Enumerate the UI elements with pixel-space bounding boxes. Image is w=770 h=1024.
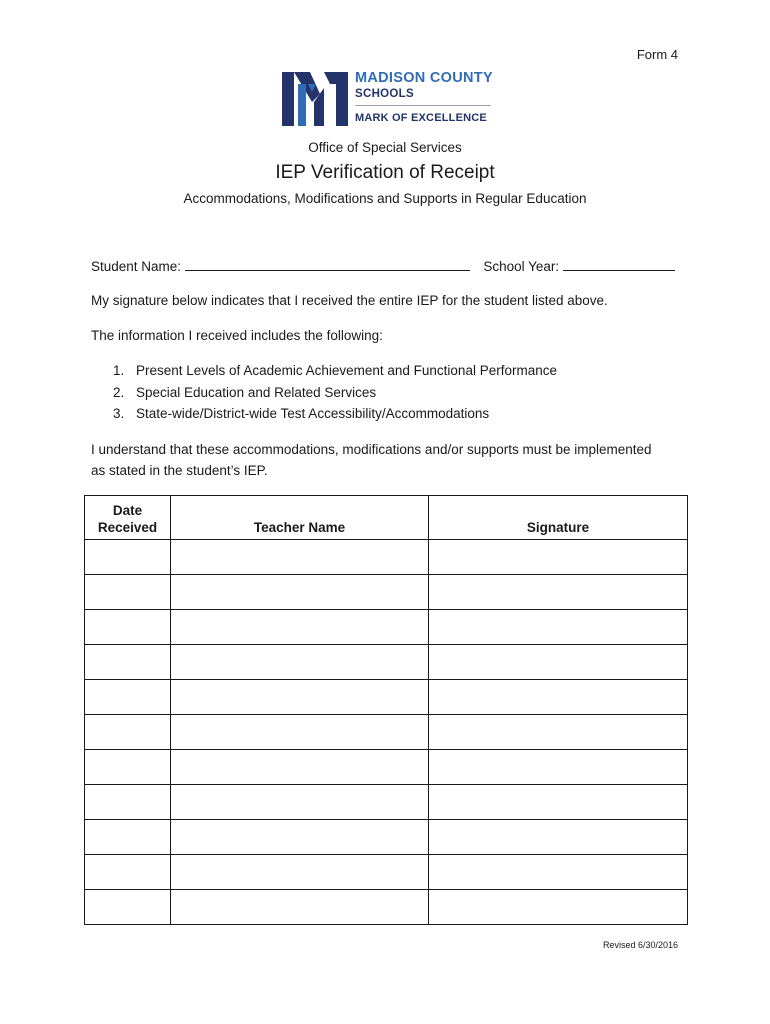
list-item: 3. State-wide/District-wide Test Accessibility/Accommodations: [113, 406, 490, 421]
signature-cell[interactable]: [429, 575, 688, 610]
form-number: Form 4: [636, 47, 678, 62]
teacher-name-cell[interactable]: [171, 820, 429, 855]
understanding-statement: I understand that these accommodations, modifications and/or supports must be implemented as stated in the student’s IEP.: [91, 442, 652, 478]
signature-cell[interactable]: [429, 785, 688, 820]
includes-intro: The information I received includes the following:: [91, 328, 383, 343]
teacher-name-cell[interactable]: [171, 575, 429, 610]
date-received-header: Date Received: [85, 496, 171, 540]
teacher-name-cell[interactable]: [171, 680, 429, 715]
table-row: [85, 610, 688, 645]
teacher-name-cell[interactable]: [171, 890, 429, 925]
signature-cell[interactable]: [429, 750, 688, 785]
district-monogram-icon: [280, 68, 350, 128]
date-cell[interactable]: [85, 750, 171, 785]
table-row: [85, 680, 688, 715]
student-info-row: [91, 256, 691, 277]
teacher-name-cell[interactable]: [171, 750, 429, 785]
signature-cell[interactable]: [429, 645, 688, 680]
date-cell[interactable]: [85, 855, 171, 890]
receipt-table: [84, 495, 688, 925]
page-subtitle: Accommodations, Modifications and Supports in Regular Education: [183, 191, 587, 206]
list-item: 2. Special Education and Related Services: [113, 384, 377, 400]
date-cell[interactable]: [85, 575, 171, 610]
signature-cell[interactable]: [429, 855, 688, 890]
table-row: [85, 855, 688, 890]
date-cell[interactable]: [85, 715, 171, 750]
signature-cell[interactable]: [429, 820, 688, 855]
table-row: [85, 715, 688, 750]
table-row: [85, 575, 688, 610]
date-cell[interactable]: [85, 890, 171, 925]
date-cell[interactable]: [85, 820, 171, 855]
signature-header: Signature: [429, 496, 688, 540]
office-name: Office of Special Services: [308, 140, 462, 155]
district-logo: [280, 68, 492, 130]
table-row: [85, 890, 688, 925]
teacher-name-cell[interactable]: [171, 610, 429, 645]
date-cell[interactable]: [85, 785, 171, 820]
signature-cell[interactable]: [429, 715, 688, 750]
revision-date: Revised 6/30/2016: [602, 940, 678, 950]
date-cell[interactable]: [85, 540, 171, 575]
school-year-label: School Year:: [483, 259, 560, 274]
logo-line-district: MADISON COUNTY: [355, 70, 493, 86]
table-row: [85, 785, 688, 820]
date-cell[interactable]: [85, 610, 171, 645]
table-row: [85, 540, 688, 575]
student-name-field[interactable]: [185, 257, 470, 271]
school-year-field[interactable]: [563, 257, 675, 271]
teacher-name-cell[interactable]: [171, 785, 429, 820]
table-header-row: [85, 496, 688, 540]
date-cell[interactable]: [85, 645, 171, 680]
page-title: IEP Verification of Receipt: [275, 162, 495, 183]
table-row: [85, 750, 688, 785]
signature-statement: My signature below indicates that I received the entire IEP for the student listed above.: [91, 293, 608, 308]
table-row: [85, 820, 688, 855]
logo-line-motto: MARK OF EXCELLENCE: [355, 112, 487, 124]
signature-cell[interactable]: [429, 680, 688, 715]
student-name-label: Student Name:: [91, 259, 182, 274]
logo-line-schools: SCHOOLS: [355, 88, 414, 100]
included-items-list: [91, 360, 557, 425]
table-row: [85, 645, 688, 680]
teacher-name-cell[interactable]: [171, 855, 429, 890]
date-cell[interactable]: [85, 680, 171, 715]
signature-cell[interactable]: [429, 540, 688, 575]
signature-cell[interactable]: [429, 610, 688, 645]
logo-divider: [355, 105, 491, 106]
teacher-name-header: Teacher Name: [171, 496, 429, 540]
signature-cell[interactable]: [429, 890, 688, 925]
teacher-name-cell[interactable]: [171, 715, 429, 750]
teacher-name-cell[interactable]: [171, 540, 429, 575]
list-item: 1. Present Levels of Academic Achievement and Functional Performance: [113, 363, 557, 378]
teacher-name-cell[interactable]: [171, 645, 429, 680]
